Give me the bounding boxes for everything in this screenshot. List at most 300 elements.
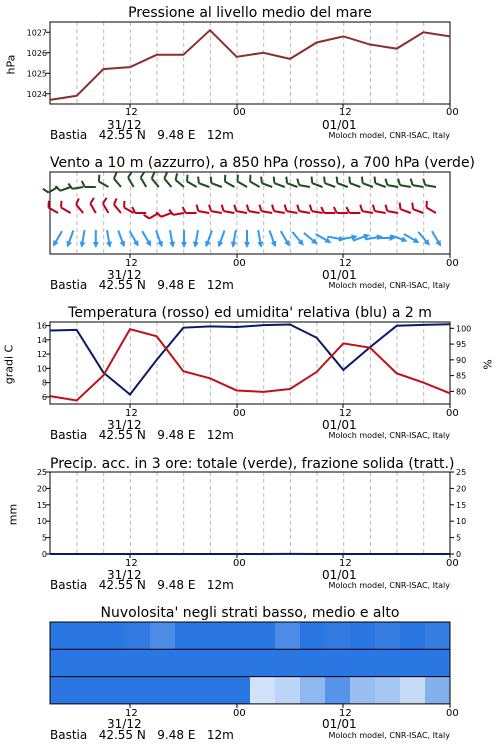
x-tick-label: 12 bbox=[339, 558, 352, 569]
wind-arrow-10m bbox=[64, 229, 76, 248]
location-lat: 42.55 N bbox=[98, 428, 146, 442]
wind-barb-850 bbox=[346, 207, 360, 213]
barb-flag bbox=[372, 177, 377, 184]
arrow-head bbox=[435, 240, 443, 248]
barb-shaft bbox=[128, 177, 134, 187]
barb-shaft bbox=[187, 182, 197, 188]
barb-shaft bbox=[161, 213, 171, 217]
wind-barb-700 bbox=[335, 177, 350, 187]
cloud-cell bbox=[150, 677, 176, 704]
arrow-head bbox=[79, 241, 86, 248]
arrow-head bbox=[169, 241, 176, 248]
barb-flag bbox=[195, 205, 199, 211]
location-lat: 42.55 N bbox=[98, 728, 146, 742]
barb-flag bbox=[258, 205, 262, 211]
temperature-panel bbox=[0, 300, 500, 450]
barb-shaft bbox=[261, 211, 272, 213]
cloud-cell bbox=[175, 649, 201, 676]
wind-arrow-10m bbox=[203, 229, 215, 248]
wind-barb-850 bbox=[74, 198, 88, 213]
location-name: Bastia bbox=[50, 428, 88, 442]
wind-barb-850 bbox=[246, 205, 261, 213]
barb-shaft bbox=[152, 179, 159, 187]
barb-flag bbox=[235, 175, 241, 182]
wind-arrow-10m bbox=[104, 230, 113, 249]
cloud-cell bbox=[175, 622, 201, 649]
y-tick-label: 20 bbox=[36, 484, 47, 494]
wind-barb-700 bbox=[222, 175, 237, 187]
wind-barb-850 bbox=[195, 205, 210, 213]
wind-barb-850 bbox=[258, 205, 273, 213]
wind-barb-850 bbox=[321, 207, 335, 213]
barb-flag bbox=[173, 173, 179, 180]
y-tick-label: 0 bbox=[41, 550, 47, 559]
x-tick-label: 00 bbox=[446, 258, 459, 269]
barb-flag bbox=[121, 201, 127, 208]
wind-arrow-10m bbox=[140, 230, 154, 249]
cloud-cell bbox=[50, 649, 76, 676]
location-alt: 12m bbox=[206, 578, 234, 592]
y-tick-label: 10 bbox=[36, 517, 47, 527]
cloud-cell bbox=[125, 677, 151, 704]
wind-barb-850 bbox=[183, 207, 197, 213]
wind-arrow-10m bbox=[192, 230, 201, 249]
chart-title: Nuvolosita' negli strati basso, medio e alto bbox=[100, 605, 400, 621]
wind-barb-850 bbox=[58, 201, 73, 213]
arrow-head bbox=[203, 241, 211, 249]
barb-flag bbox=[89, 198, 96, 204]
cloud-cell bbox=[250, 622, 276, 649]
cloud-cell bbox=[425, 622, 451, 649]
wind-barb-850 bbox=[398, 203, 413, 213]
humidity-series-line bbox=[50, 324, 450, 394]
wind-barb-700 bbox=[296, 179, 311, 187]
cloud-cell bbox=[100, 677, 126, 704]
y-axis-label: mm bbox=[6, 503, 20, 526]
cloud-cell bbox=[300, 677, 326, 704]
barb-flag bbox=[410, 203, 415, 210]
barb-shaft bbox=[224, 211, 235, 213]
x-tick-label: 00 bbox=[233, 408, 246, 419]
model-credit: Moloch model, CNR-ISAC, Italy bbox=[328, 731, 450, 740]
y-tick-label-right: 0 bbox=[456, 550, 462, 559]
arrow-head bbox=[401, 237, 409, 245]
barb-shaft bbox=[400, 185, 411, 187]
cloud-cell bbox=[250, 677, 276, 704]
location-lon: 9.48 E bbox=[157, 578, 196, 592]
model-credit: Moloch model, CNR-ISAC, Italy bbox=[328, 281, 450, 290]
barb-flag bbox=[284, 205, 288, 211]
y-tick-label: 14 bbox=[36, 335, 47, 345]
date-label: 01/01 bbox=[322, 418, 357, 432]
wind-barb-700 bbox=[259, 177, 274, 187]
y-tick-label-right: 85 bbox=[456, 371, 467, 381]
barb-flag bbox=[309, 205, 313, 211]
barb-shaft bbox=[387, 185, 398, 187]
wind-barb-700 bbox=[360, 177, 375, 187]
x-tick-label: 00 bbox=[446, 408, 459, 419]
cloud-cell bbox=[100, 622, 126, 649]
cloud-cell bbox=[350, 622, 376, 649]
location-lat: 42.55 N bbox=[98, 578, 146, 592]
barb-shaft bbox=[325, 183, 335, 187]
wind-arrow-10m bbox=[50, 230, 64, 249]
cloud-cell bbox=[75, 622, 101, 649]
wind-arrow-10m bbox=[267, 229, 279, 248]
barb-shaft bbox=[114, 205, 121, 213]
cloud-cell bbox=[425, 649, 451, 676]
cloud-cell bbox=[200, 677, 226, 704]
cloud-cell bbox=[225, 677, 251, 704]
y-tick-label: 10 bbox=[36, 364, 47, 374]
barb-shaft bbox=[199, 183, 209, 187]
cloud-cell bbox=[150, 622, 176, 649]
date-label: 01/01 bbox=[322, 118, 357, 132]
wind-arrow-10m bbox=[181, 230, 187, 248]
cloud-cell bbox=[325, 677, 351, 704]
arrow-head bbox=[192, 241, 199, 248]
barb-shaft bbox=[237, 182, 247, 188]
wind-barb-700 bbox=[347, 177, 362, 187]
x-tick-label: 00 bbox=[446, 558, 459, 569]
y-tick-label: 5 bbox=[41, 533, 47, 543]
barb-flag bbox=[247, 175, 253, 182]
cloud-cell bbox=[350, 677, 376, 704]
cloud-cell bbox=[375, 677, 401, 704]
barb-shaft bbox=[312, 211, 323, 213]
cloud-panel bbox=[0, 600, 500, 750]
x-tick-label: 00 bbox=[233, 258, 246, 269]
location-line bbox=[50, 128, 234, 142]
plot-frame bbox=[50, 472, 450, 554]
y-tick-label-right: 20 bbox=[456, 484, 467, 494]
location-line bbox=[50, 728, 234, 742]
date-label: 01/01 bbox=[322, 717, 357, 731]
barb-flag bbox=[209, 177, 214, 184]
barb-shaft bbox=[211, 183, 221, 187]
arrow-head bbox=[230, 241, 237, 248]
y-tick-label: 8 bbox=[41, 378, 47, 388]
arrow-head bbox=[146, 240, 154, 248]
wind-barb-700 bbox=[322, 177, 337, 187]
arrow-head bbox=[413, 237, 421, 245]
wind-barb-700 bbox=[272, 177, 287, 187]
wind-barb-700 bbox=[82, 181, 96, 187]
barb-flag bbox=[162, 172, 169, 178]
arrow-head bbox=[64, 241, 72, 249]
barb-flag bbox=[196, 177, 201, 184]
barb-flag bbox=[384, 205, 388, 211]
barb-flag bbox=[422, 179, 426, 185]
wind-barb-850 bbox=[271, 205, 286, 213]
barb-flag bbox=[309, 177, 314, 184]
wind-barb-700 bbox=[139, 172, 151, 187]
barb-shaft bbox=[413, 185, 424, 187]
barb-flag bbox=[372, 205, 376, 211]
cloud-cell bbox=[250, 649, 276, 676]
barb-flag bbox=[96, 175, 102, 182]
arrow-head bbox=[106, 241, 113, 248]
wind-barb-700 bbox=[112, 172, 126, 187]
barb-flag bbox=[259, 177, 264, 184]
x-tick-label: 12 bbox=[339, 258, 352, 269]
wind-barb-700 bbox=[235, 175, 250, 187]
cloud-cell bbox=[100, 649, 126, 676]
barb-shaft bbox=[60, 187, 70, 191]
barb-flag bbox=[43, 187, 49, 194]
barb-shaft bbox=[114, 179, 121, 187]
cloud-cell bbox=[125, 622, 151, 649]
date-label: 31/12 bbox=[107, 268, 142, 282]
y-tick-label-right: 25 bbox=[456, 468, 467, 477]
barb-flag bbox=[398, 203, 403, 210]
barb-flag bbox=[335, 177, 340, 184]
barb-shaft bbox=[176, 180, 184, 187]
wind-arrow-10m bbox=[167, 230, 176, 249]
wind-barb-850 bbox=[372, 205, 387, 213]
barb-shaft bbox=[375, 211, 386, 213]
wind-barb-700 bbox=[68, 181, 83, 189]
location-alt: 12m bbox=[206, 728, 234, 742]
temperature-series-line bbox=[50, 329, 450, 400]
location-name: Bastia bbox=[50, 278, 88, 292]
cloud-cell bbox=[275, 649, 301, 676]
cloud-cell bbox=[175, 677, 201, 704]
location-lon: 9.48 E bbox=[157, 278, 196, 292]
wind-barb-850 bbox=[410, 203, 425, 213]
wind-arrow-10m bbox=[255, 230, 264, 249]
wind-barb-850 bbox=[46, 201, 61, 213]
barb-flag bbox=[284, 177, 289, 184]
barb-shaft bbox=[362, 211, 373, 213]
barb-flag bbox=[424, 201, 430, 208]
barb-flag bbox=[150, 172, 157, 178]
barb-shaft bbox=[425, 185, 436, 187]
x-tick-label: 00 bbox=[446, 708, 459, 719]
barb-flag bbox=[82, 181, 85, 187]
wind-barb-700 bbox=[422, 179, 437, 187]
barb-shaft bbox=[61, 208, 71, 214]
wind-arrow-10m bbox=[429, 230, 443, 249]
x-tick-label: 00 bbox=[233, 107, 246, 118]
barb-shaft bbox=[400, 209, 410, 213]
wind-barb-850 bbox=[208, 205, 223, 213]
barb-flag bbox=[359, 205, 363, 211]
barb-shaft bbox=[250, 182, 260, 188]
wind-arrow-10m bbox=[290, 230, 306, 248]
location-lon: 9.48 E bbox=[157, 428, 196, 442]
wind-arrow-10m bbox=[79, 230, 88, 249]
barb-flag bbox=[112, 172, 119, 178]
barb-shaft bbox=[287, 211, 298, 213]
cloud-cell bbox=[50, 622, 76, 649]
barb-shaft bbox=[413, 209, 423, 213]
barb-shaft bbox=[299, 185, 310, 187]
precipitation-panel bbox=[0, 450, 500, 600]
y-tick-label: 1024 bbox=[26, 89, 47, 99]
model-credit: Moloch model, CNR-ISAC, Italy bbox=[328, 431, 450, 440]
wind-barb-700 bbox=[397, 179, 412, 187]
date-label: 31/12 bbox=[107, 118, 142, 132]
location-lon: 9.48 E bbox=[157, 728, 196, 742]
arrow-head bbox=[271, 241, 279, 249]
cloud-cell bbox=[375, 649, 401, 676]
chart-title: Temperatura (rosso) ed umidita' relativa (blu) a 2 m bbox=[68, 305, 432, 321]
barb-flag bbox=[46, 201, 52, 208]
wind-barb-850 bbox=[89, 198, 101, 213]
barb-shaft bbox=[337, 183, 347, 187]
barb-shaft bbox=[164, 179, 171, 187]
location-lat: 42.55 N bbox=[98, 278, 146, 292]
cloud-cell bbox=[75, 677, 101, 704]
y-tick-label: 25 bbox=[36, 468, 47, 477]
barb-flag bbox=[222, 175, 228, 182]
cloud-cell bbox=[150, 649, 176, 676]
cloud-cell bbox=[275, 677, 301, 704]
barb-shaft bbox=[387, 211, 398, 213]
cloud-cell bbox=[225, 649, 251, 676]
y-tick-label: 1027 bbox=[26, 28, 47, 38]
y-tick-label-right: 95 bbox=[456, 340, 467, 350]
y-tick-label: 16 bbox=[36, 321, 47, 331]
cloud-cell bbox=[300, 649, 326, 676]
arrow-head bbox=[157, 241, 165, 249]
arrow-head bbox=[50, 240, 58, 248]
y-tick-label: 15 bbox=[36, 500, 47, 510]
wind-barb-700 bbox=[247, 175, 262, 187]
cloud-cell bbox=[325, 649, 351, 676]
chart-title: Pressione al livello medio del mare bbox=[128, 5, 372, 21]
barb-shaft bbox=[173, 213, 184, 215]
barb-flag bbox=[272, 177, 277, 184]
arrow-head bbox=[216, 241, 224, 249]
wind-barb-850 bbox=[334, 207, 348, 213]
cloud-cell bbox=[225, 622, 251, 649]
y-axis-label: gradi C bbox=[2, 344, 16, 385]
date-label: 01/01 bbox=[322, 268, 357, 282]
wind-barb-850 bbox=[132, 207, 146, 213]
x-tick-label: 12 bbox=[339, 408, 352, 419]
arrow-head bbox=[120, 241, 128, 249]
location-alt: 12m bbox=[206, 128, 234, 142]
location-alt: 12m bbox=[206, 278, 234, 292]
y-tick-label-right: 80 bbox=[456, 387, 467, 397]
x-tick-label: 12 bbox=[125, 408, 138, 419]
wind-barb-850 bbox=[424, 201, 439, 213]
x-tick-label: 12 bbox=[339, 708, 352, 719]
cloud-cell bbox=[325, 622, 351, 649]
barb-flag bbox=[112, 198, 119, 204]
barb-shaft bbox=[211, 211, 222, 213]
cloud-cell bbox=[200, 649, 226, 676]
arrow-head bbox=[244, 242, 250, 248]
date-label: 01/01 bbox=[322, 568, 357, 582]
plot-frame bbox=[50, 22, 450, 104]
location-line bbox=[50, 578, 234, 592]
chart-title: Vento a 10 m (azzurro), a 850 hPa (rosso), a 700 hPa (verde) bbox=[50, 155, 476, 171]
wind-arrow-10m bbox=[127, 230, 141, 249]
barb-shaft bbox=[249, 211, 260, 213]
barb-flag bbox=[101, 198, 108, 204]
date-label: 31/12 bbox=[107, 717, 142, 731]
cloud-cell bbox=[125, 649, 151, 676]
barb-flag bbox=[74, 198, 81, 204]
barb-shaft bbox=[375, 183, 385, 187]
arrow-head bbox=[376, 233, 383, 240]
barb-flag bbox=[410, 179, 414, 185]
wind-barb-850 bbox=[233, 205, 248, 213]
y-tick-label: 1025 bbox=[26, 69, 47, 79]
x-tick-label: 12 bbox=[339, 107, 352, 118]
wind-arrow-10m bbox=[244, 230, 250, 248]
y-tick-label-right: 15 bbox=[456, 500, 467, 510]
location-lon: 9.48 E bbox=[157, 128, 196, 142]
wind-barb-850 bbox=[296, 205, 311, 213]
barb-flag bbox=[221, 205, 225, 211]
barb-flag bbox=[271, 205, 275, 211]
wind-barb-700 bbox=[184, 175, 199, 187]
y-tick-label-right: 5 bbox=[456, 533, 462, 543]
barb-shaft bbox=[225, 182, 235, 188]
cloud-cell bbox=[275, 622, 301, 649]
barb-shaft bbox=[198, 211, 209, 213]
y-axis-label: hPa bbox=[4, 54, 18, 75]
barb-flag bbox=[183, 207, 186, 213]
cloud-cell bbox=[350, 649, 376, 676]
location-name: Bastia bbox=[50, 578, 88, 592]
barb-flag bbox=[360, 177, 365, 184]
barb-flag bbox=[384, 179, 388, 185]
wind-arrow-10m bbox=[93, 230, 99, 248]
barb-flag bbox=[397, 179, 401, 185]
barb-shaft bbox=[274, 183, 284, 187]
arrow-head bbox=[133, 240, 141, 248]
wind-barb-700 bbox=[162, 172, 176, 187]
y-tick-label-right: 100 bbox=[456, 324, 472, 334]
model-credit: Moloch model, CNR-ISAC, Italy bbox=[328, 581, 450, 590]
y-tick-label: 12 bbox=[36, 350, 47, 360]
cloud-cell bbox=[75, 649, 101, 676]
barb-shaft bbox=[287, 183, 297, 187]
x-tick-label: 12 bbox=[125, 107, 138, 118]
x-tick-label: 00 bbox=[233, 708, 246, 719]
wind-arrow-10m bbox=[153, 229, 165, 248]
y-tick-label-right: 90 bbox=[456, 355, 467, 365]
location-line bbox=[50, 428, 234, 442]
barb-shaft bbox=[72, 187, 83, 189]
barb-flag bbox=[58, 201, 64, 208]
barb-shaft bbox=[426, 208, 436, 214]
arrow-head bbox=[181, 242, 187, 248]
cloud-cell bbox=[50, 677, 76, 704]
wind-arrow-10m bbox=[216, 229, 228, 248]
barb-shaft bbox=[236, 211, 247, 213]
y-tick-label: 1026 bbox=[26, 48, 47, 58]
barb-flag bbox=[208, 205, 212, 211]
barb-flag bbox=[246, 205, 250, 211]
cloud-cell bbox=[300, 622, 326, 649]
wind-barb-700 bbox=[127, 172, 139, 187]
wind-panel bbox=[0, 150, 500, 300]
chart-title: Precip. acc. in 3 ore: totale (verde), frazione solida (tratt.) bbox=[50, 456, 455, 472]
arrow-head bbox=[325, 237, 333, 245]
x-tick-label: 12 bbox=[125, 258, 138, 269]
barb-flag bbox=[296, 205, 300, 211]
wind-arrow-10m bbox=[115, 229, 127, 248]
barb-flag bbox=[139, 172, 146, 178]
wind-barb-700 bbox=[196, 177, 211, 187]
barb-flag bbox=[144, 213, 150, 220]
